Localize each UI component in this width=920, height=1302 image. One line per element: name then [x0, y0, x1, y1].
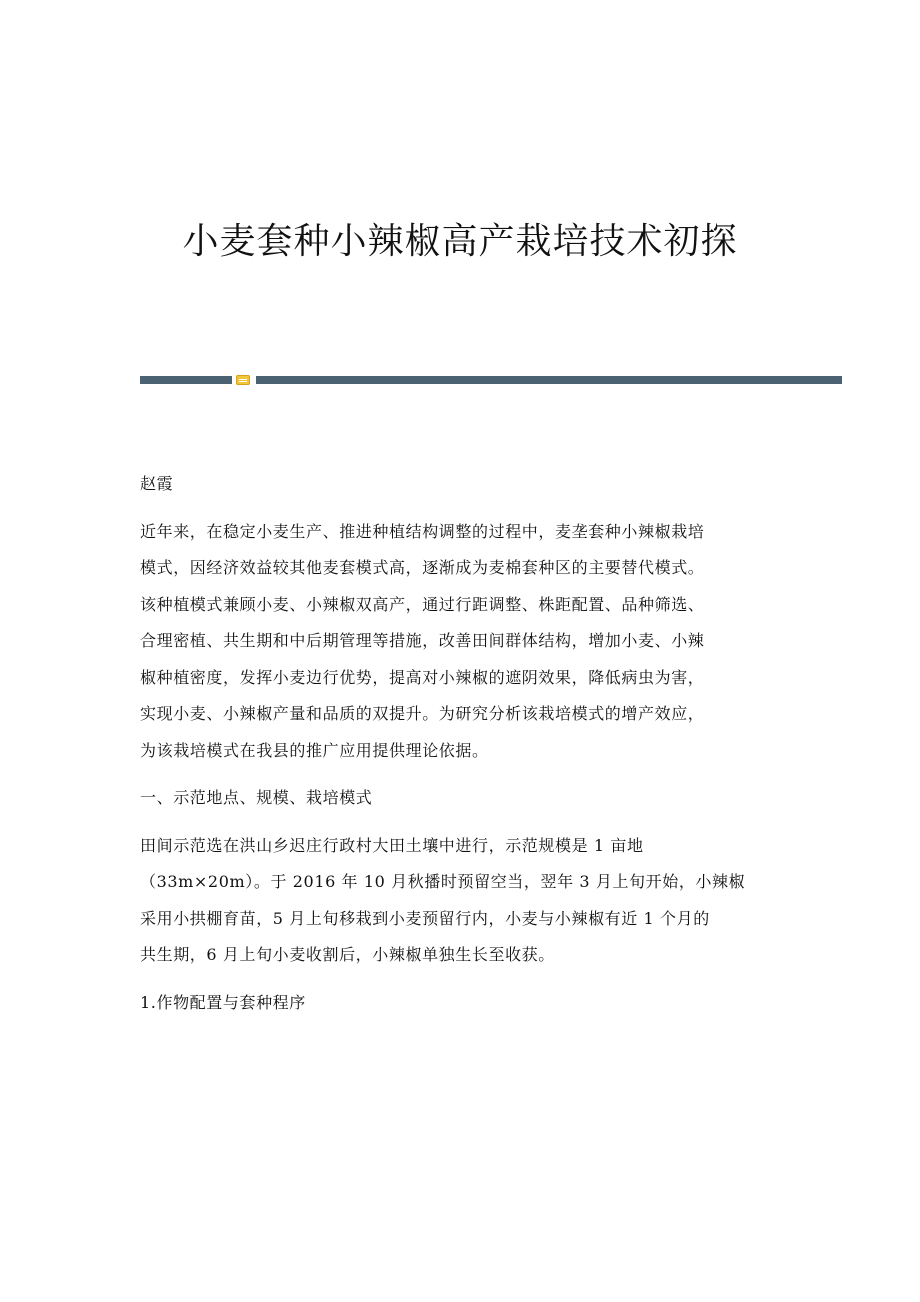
- paragraph-line: 近年来，在稳定小麦生产、推进种植结构调整的过程中，麦垄套种小辣椒栽培: [140, 521, 705, 541]
- section-heading: 一、示范地点、规模、栽培模式: [140, 788, 373, 807]
- author-name: 赵霞: [140, 474, 174, 493]
- document-title: 小麦套种小辣椒高产栽培技术初探: [182, 221, 738, 262]
- subsection-heading: 1.作物配置与套种程序: [140, 992, 306, 1012]
- paragraph-line: 合理密植、共生期和中后期管理等措施，改善田间群体结构，增加小麦、小辣: [140, 631, 705, 650]
- document-body: [140, 466, 780, 1021]
- paragraph-line: 为该栽培模式在我县的推广应用提供理论依据。: [140, 740, 489, 760]
- title-divider: [140, 375, 842, 385]
- paragraph-line: 实现小麦、小辣椒产量和品质的双提升。为研究分析该栽培模式的增产效应，: [140, 704, 705, 723]
- paragraph-line: 田间示范选在洪山乡迟庄行政村大田土壤中进行，示范规模是 1 亩地: [140, 835, 644, 855]
- paragraph-line: （33m×20m）。于 2016 年 10 月秋播时预留空当，翌年 3 月上旬开始，小辣椒: [140, 872, 746, 891]
- divider-bar-right: [256, 376, 842, 384]
- divider-badge-icon: [236, 375, 250, 385]
- paragraph-line: 共生期，6 月上旬小麦收割后，小辣椒单独生长至收获。: [140, 945, 555, 964]
- paragraph-line: 采用小拱棚育苗，5 月上旬移栽到小麦预留行内，小麦与小辣椒有近 1 个月的: [140, 908, 710, 928]
- divider-bar-left: [140, 376, 232, 384]
- paragraph-line: 模式，因经济效益较其他麦套模式高，逐渐成为麦棉套种区的主要替代模式。: [140, 558, 705, 577]
- paragraph-line: 该种植模式兼顾小麦、小辣椒双高产，通过行距调整、株距配置、品种筛选、: [140, 594, 705, 614]
- paragraph-line: 椒种植密度，发挥小麦边行优势，提高对小辣椒的遮阴效果，降低病虫为害，: [140, 667, 705, 687]
